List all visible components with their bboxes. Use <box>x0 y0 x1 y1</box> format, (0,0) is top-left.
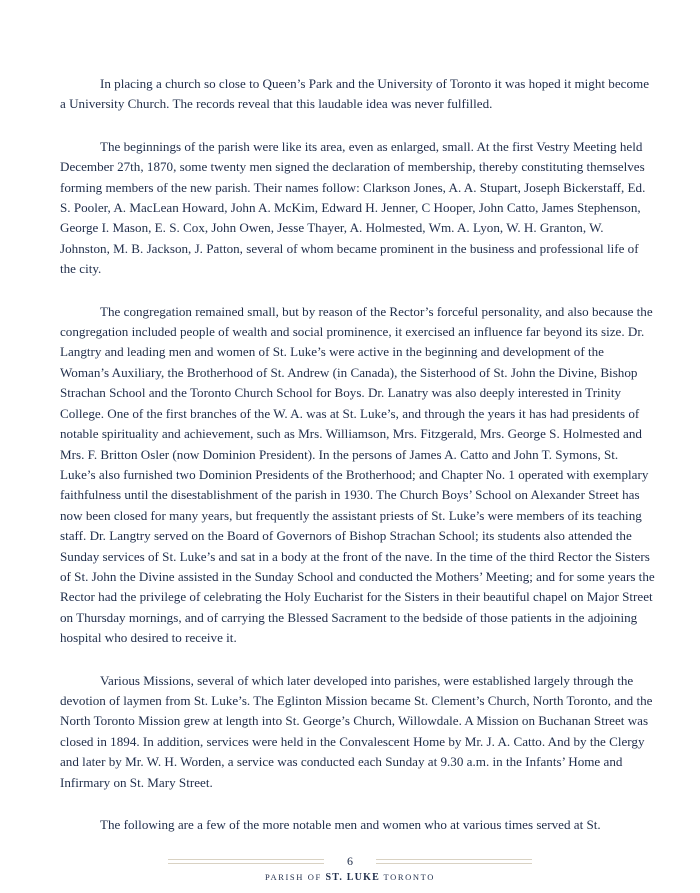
footer-rule-right <box>376 859 532 864</box>
page-footer <box>0 853 700 883</box>
paragraph-notable-people: The following are a few of the more notable men and women who at various times served at St. <box>100 817 601 832</box>
paragraph-congregation-influence: The congregation remained small, but by reason of the Rector’s forceful personality, and also because the congregation included people of wealth and social prominence, it exercised an influence far beyond its size. Dr. Langtry and leading men and women of St. Luke’s were active in the beginning and development of the Woman’s Auxiliary, the Brotherhood of St. Andrew (in Canada), the Sisterhood of St. John the Divine, Bishop Strachan School and the Toronto Church School for Boys. Dr. Lanatry was also deeply interested in Trinity College. One of the first branches of the W. A. was at St. Luke’s, and through the years it has had presidents of notable spirituality and achievement, such as Mrs. Williamson, Mrs. Fitzgerald, Mrs. George S. Holmested and Mrs. F. Britton Osler (now Dominion President). In the persons of James A. Catto and John T. Symons, St. Luke’s also furnished two Dominion Presidents of the Brotherhood; and Chapter No. 1 operated with exemplary faithfulness until the disestablishment of the parish in 1930. The Church Boys’ School on Alexander Street has now been closed for many years, but frequently the assistant priests of St. Luke’s were members of its teaching staff. Dr. Langtry served on the Board of Governors of Bishop Strachan School; its students also attended the Sunday services of St. Luke’s and sat in a body at the front of the nave. In the time of the third Rector the Sisters of St. John the Divine assisted in the Sunday School and conducted the Mothers’ Meeting; and for some years the Rector had the privilege of celebrating the Holy Eucharist for the Sisters in their beautiful chapel on Major Street on Thursday mornings, and of carrying the Blessed Sacrament to the bedside of those patients in the adjoining hospital who desired to receive it. <box>60 303 655 646</box>
footer-rule-row <box>0 853 700 869</box>
page-number: 6 <box>347 853 353 868</box>
paragraph-university-church: In placing a church so close to Queen’s Park and the University of Toronto it was hoped it might become a University Church. The records reveal that this laudable idea was never fulfilled. <box>60 76 650 112</box>
document-body <box>60 74 656 857</box>
footer-title-prefix: PARISH OF <box>264 872 322 882</box>
footer-title <box>0 872 700 883</box>
footer-rule-left <box>168 859 324 864</box>
footer-title-suffix: TORONTO <box>383 872 436 882</box>
footer-title-name: ST. LUKE <box>325 872 380 883</box>
paragraph-parish-beginnings: The beginnings of the parish were like its area, even as enlarged, small. At the first Vestry Meeting held December 27th, 1870, some twenty men signed the declaration of membership, thereby constituting themselves forming members of the new parish. Their names follow: Clarkson Jones, A. A. Stupart, Joseph Bickerstaff, Ed. S. Pooler, A. MacLean Howard, John A. McKim, Edward H. Jenner, C Hooper, John Catto, James Stephenson, George I. Mason, E. S. Cox, John Owen, Jesse Thayer, A. Holmested, Wm. A. Lyon, W. H. Granton, W. Johnston, M. B. Jackson, J. Patton, several of whom became prominent in the business and professional life of the city. <box>60 138 646 277</box>
paragraph-missions: Various Missions, several of which later developed into parishes, were established largely through the devotion of laymen from St. Luke’s. The Eglinton Mission became St. Clement’s Church, North Toronto, and the North Toronto Mission grew at length into St. George’s Church, Willowdale. A Mission on Buchanan Street was closed in 1894. In addition, services were held in the Convalescent Home by Mr. J. A. Catto. And by the Clergy and later by Mr. W. H. Worden, a service was conducted each Sunday at 9.30 a.m. in the Infants’ Home and Infirmary on St. Mary Street. <box>60 672 653 790</box>
